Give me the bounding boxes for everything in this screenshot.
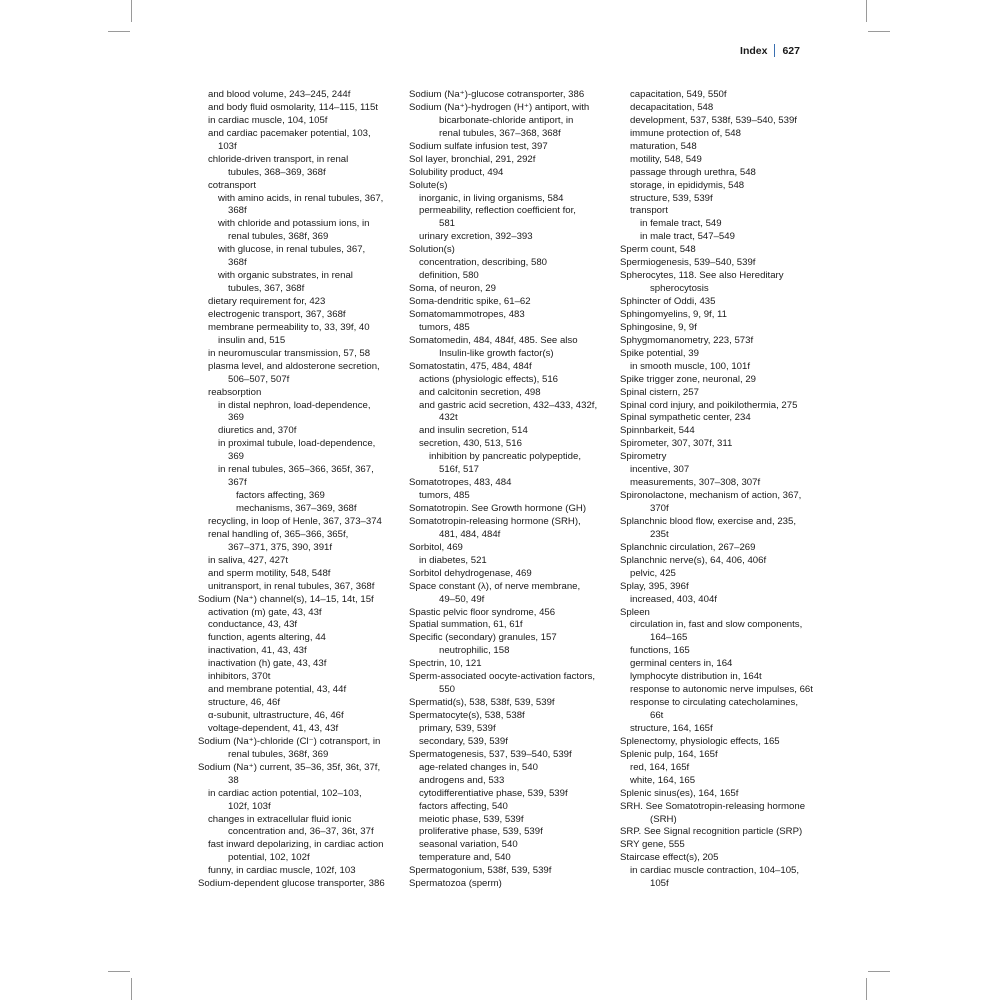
index-subentry: renal tubules, 367–368, 368f <box>439 127 561 139</box>
index-entry: Sodium sulfate infusion test, 397 <box>409 140 548 152</box>
index-column-2 <box>409 89 609 891</box>
index-entry: Spinal cistern, 257 <box>620 386 699 398</box>
index-subentry: inhibition by pancreatic polypeptide, <box>429 451 582 463</box>
index-subentry: bicarbonate-chloride antiport, in <box>439 114 574 126</box>
crop-mark-top-right <box>866 0 867 22</box>
index-subentry: changes in extracellular fluid ionic <box>208 813 352 825</box>
index-subentry: structure, 164, 165f <box>630 722 713 734</box>
index-entry: Space constant (λ), of nerve membrane, <box>409 580 581 592</box>
index-subentry: inhibitors, 370t <box>208 671 271 683</box>
index-entry: Splenic sinus(es), 164, 165f <box>620 787 739 799</box>
index-entry: Spirometer, 307, 307f, 311 <box>620 438 733 450</box>
index-entry: Spleen <box>620 606 650 618</box>
index-entry: Sorbitol, 469 <box>409 541 463 553</box>
index-subentry: response to autonomic nerve impulses, 66t <box>630 684 813 696</box>
index-subentry: seasonal variation, 540 <box>419 839 518 851</box>
index-subentry: 164–165 <box>650 632 688 644</box>
index-subentry: cytodifferentiative phase, 539, 539f <box>419 787 568 799</box>
index-subentry: functions, 165 <box>630 645 690 657</box>
index-entry: Solubility product, 494 <box>409 166 504 178</box>
index-entry: Soma-dendritic spike, 61–62 <box>409 296 531 307</box>
index-subentry: and blood volume, 243–245, 244f <box>208 89 351 100</box>
index-subentry: 550 <box>439 684 456 696</box>
index-subentry: age-related changes in, 540 <box>419 761 538 773</box>
index-subentry: renal handling of, 365–366, 365f, <box>208 528 349 540</box>
running-header <box>740 44 800 57</box>
index-entry: Sodium (Na⁺) channel(s), 14–15, 14t, 15f <box>198 593 374 605</box>
index-subentry: measurements, 307–308, 307f <box>630 477 761 489</box>
index-subentry: 506–507, 507f <box>228 373 290 385</box>
index-entry: Sorbitol dehydrogenase, 469 <box>409 567 532 579</box>
index-entry: SRH. See Somatotropin-releasing hormone <box>620 800 806 812</box>
index-entry: Splenic pulp, 164, 165f <box>620 748 718 760</box>
index-subentry: inactivation, 41, 43, 43f <box>208 645 307 657</box>
index-entry: Sphingosine, 9, 9f <box>620 321 697 333</box>
crop-mark-right-lower <box>868 971 890 972</box>
index-subentry: function, agents altering, 44 <box>208 632 326 644</box>
index-subentry: spherocytosis <box>650 283 709 295</box>
index-subentry: temperature and, 540 <box>419 852 511 864</box>
index-entry: Spermatid(s), 538, 538f, 539, 539f <box>409 697 555 709</box>
index-entry: Sol layer, bronchial, 291, 292f <box>409 153 536 165</box>
index-subentry: diuretics and, 370f <box>218 425 297 437</box>
index-subentry: maturation, 548 <box>630 140 697 152</box>
index-subentry: lymphocyte distribution in, 164t <box>630 671 762 683</box>
index-subentry: decapacitation, 548 <box>630 101 714 113</box>
header-divider <box>774 44 775 57</box>
index-entry: Sperm-associated oocyte-activation factors, <box>409 671 596 683</box>
index-subentry: in female tract, 549 <box>640 218 722 230</box>
index-subentry: passage through urethra, 548 <box>630 166 756 178</box>
index-subentry: 368f <box>228 205 247 217</box>
index-subentry: tumors, 485 <box>419 490 470 502</box>
index-subentry: potential, 102, 102f <box>228 852 310 864</box>
index-subentry: 367–371, 375, 390, 391f <box>228 541 333 553</box>
index-entry: Sphygmomanometry, 223, 573f <box>620 334 754 346</box>
index-subentry: in distal nephron, load-dependence, <box>218 399 371 411</box>
index-subentry: tubules, 368–369, 368f <box>228 166 326 178</box>
index-subentry: 38 <box>228 774 239 786</box>
index-entry: Spatial summation, 61, 61f <box>409 619 523 631</box>
index-entry: Solute(s) <box>409 179 448 191</box>
index-entry: Sphincter of Oddi, 435 <box>620 296 716 307</box>
index-entry: Somatotropin-releasing hormone (SRH), <box>409 515 581 527</box>
index-entry: Spermatogenesis, 537, 539–540, 539f <box>409 748 572 760</box>
index-subentry: 369 <box>228 451 245 463</box>
index-subentry: factors affecting, 540 <box>419 800 508 812</box>
index-subentry: development, 537, 538f, 539–540, 539f <box>630 114 797 126</box>
index-subentry: voltage-dependent, 41, 43, 43f <box>208 722 339 734</box>
index-subentry: cotransport <box>208 179 256 191</box>
index-entry: Sodium (Na⁺)-hydrogen (H⁺) antiport, with <box>409 101 590 113</box>
index-subentry: 432t <box>439 412 458 424</box>
index-subentry: 103f <box>218 140 237 152</box>
index-subentry: (SRH) <box>650 813 677 825</box>
index-subentry: in cardiac muscle, 104, 105f <box>208 114 328 126</box>
index-subentry: conductance, 43, 43f <box>208 619 298 631</box>
index-subentry: inorganic, in living organisms, 584 <box>419 192 564 204</box>
index-subentry: 481, 484, 484f <box>439 528 501 540</box>
crop-mark-top-left <box>131 0 132 22</box>
index-entry: Somatomammotropes, 483 <box>409 308 525 320</box>
index-subentry: chloride-driven transport, in renal <box>208 153 349 165</box>
crop-mark-right-upper <box>868 31 890 32</box>
index-subentry: germinal centers in, 164 <box>630 658 733 670</box>
index-column-3 <box>620 89 820 891</box>
index-entry: Somatomedin, 484, 484f, 485. See also <box>409 334 578 346</box>
index-subentry: increased, 403, 404f <box>630 593 717 605</box>
index-entry: Splenectomy, physiologic effects, 165 <box>620 735 780 747</box>
index-subentry: tubules, 367, 368f <box>228 283 305 295</box>
index-subentry: 581 <box>439 218 456 230</box>
index-subentry: funny, in cardiac muscle, 102f, 103 <box>208 865 356 877</box>
index-entry: Spectrin, 10, 121 <box>409 658 482 670</box>
index-entry: Sphingomyelins, 9, 9f, 11 <box>620 308 728 320</box>
crop-mark-bottom-right <box>866 978 867 1000</box>
index-subentry: structure, 46, 46f <box>208 697 280 709</box>
index-entry: Spermatocyte(s), 538, 538f <box>409 710 525 721</box>
index-subentry: in neuromuscular transmission, 57, 58 <box>208 347 371 359</box>
index-subentry: in smooth muscle, 100, 101f <box>630 360 750 372</box>
index-column-1 <box>198 89 398 891</box>
crop-mark-left-lower <box>108 971 130 972</box>
index-subentry: in cardiac action potential, 102–103, <box>208 787 362 799</box>
index-subentry: primary, 539, 539f <box>419 722 496 734</box>
index-subentry: in saliva, 427, 427t <box>208 554 289 566</box>
index-subentry: 369 <box>228 412 245 424</box>
index-entry: Sodium (Na⁺) current, 35–36, 35f, 36t, 37f, <box>198 761 381 773</box>
index-entry: Spherocytes, 118. See also Hereditary <box>620 270 784 282</box>
index-entry: Spirometry <box>620 451 667 463</box>
index-subentry: secretion, 430, 513, 516 <box>419 438 522 450</box>
index-entry: SRP. See Signal recognition particle (SRP) <box>620 826 803 838</box>
index-entry: Spermiogenesis, 539–540, 539f <box>620 257 756 269</box>
index-subentry: actions (physiologic effects), 516 <box>419 373 559 385</box>
index-subentry: 235t <box>650 528 669 540</box>
index-subentry: and cardiac pacemaker potential, 103, <box>208 127 371 139</box>
index-subentry: response to circulating catecholamines, <box>630 697 798 709</box>
index-subentry: immune protection of, 548 <box>630 127 741 139</box>
index-subentry: factors affecting, 369 <box>236 490 325 502</box>
index-entry: Staircase effect(s), 205 <box>620 852 719 864</box>
section-title: Index <box>740 44 768 57</box>
index-subentry: dietary requirement for, 423 <box>208 296 326 307</box>
index-entry: SRY gene, 555 <box>620 839 685 851</box>
index-entry: Solution(s) <box>409 244 455 256</box>
index-subentry: secondary, 539, 539f <box>419 735 508 747</box>
index-subentry: recycling, in loop of Henle, 367, 373–374 <box>208 515 382 527</box>
index-subentry: in proximal tubule, load-dependence, <box>218 438 376 450</box>
index-subentry: activation (m) gate, 43, 43f <box>208 606 322 618</box>
index-subentry: 66t <box>650 710 664 721</box>
index-entry: Sodium-dependent glucose transporter, 386 <box>198 878 385 890</box>
index-subentry: 102f, 103f <box>228 800 271 812</box>
index-subentry: meiotic phase, 539, 539f <box>419 813 524 825</box>
index-entry: Spastic pelvic floor syndrome, 456 <box>409 606 556 618</box>
index-subentry: with organic substrates, in renal <box>218 270 353 282</box>
index-subentry: in diabetes, 521 <box>419 554 487 566</box>
index-entry: Spermatogonium, 538f, 539, 539f <box>409 865 552 877</box>
index-subentry: permeability, reflection coefficient for, <box>419 205 576 217</box>
index-subentry: electrogenic transport, 367, 368f <box>208 308 346 320</box>
index-subentry: reabsorption <box>208 386 262 398</box>
index-subentry: proliferative phase, 539, 539f <box>419 826 543 838</box>
index-subentry: pelvic, 425 <box>630 567 676 579</box>
index-entry: Spermatozoa (sperm) <box>409 878 502 890</box>
index-subentry: definition, 580 <box>419 270 479 282</box>
index-entry: Spinnbarkeit, 544 <box>620 425 695 437</box>
index-subentry: capacitation, 549, 550f <box>630 89 727 100</box>
index-subentry: fast inward depolarizing, in cardiac action <box>208 839 384 851</box>
index-subentry: in renal tubules, 365–366, 365f, 367, <box>218 464 374 476</box>
index-subentry: renal tubules, 368f, 369 <box>228 748 329 760</box>
index-entry: Splay, 395, 396f <box>620 580 689 592</box>
index-subentry: transport <box>630 205 668 217</box>
index-subentry: in cardiac muscle contraction, 104–105, <box>630 865 800 877</box>
index-subentry: androgens and, 533 <box>419 774 505 786</box>
index-subentry: 367f <box>228 477 247 489</box>
index-subentry: and insulin secretion, 514 <box>419 425 528 437</box>
index-entry: Sodium (Na⁺)-glucose cotransporter, 386 <box>409 89 585 100</box>
index-subentry: 368f <box>228 257 247 269</box>
index-entry: Spinal sympathetic center, 234 <box>620 412 751 424</box>
index-subentry: concentration and, 36–37, 36t, 37f <box>228 826 374 838</box>
index-subentry: insulin and, 515 <box>218 334 286 346</box>
index-subentry: urinary excretion, 392–393 <box>419 231 533 243</box>
index-entry: Spinal cord injury, and poikilothermia, 275 <box>620 399 798 411</box>
index-entry: Splanchnic blood flow, exercise and, 235, <box>620 515 796 527</box>
index-subentry: neutrophilic, 158 <box>439 645 510 657</box>
index-entry: Somatotropin. See Growth hormone (GH) <box>409 503 587 514</box>
index-subentry: incentive, 307 <box>630 464 690 476</box>
crop-mark-bottom-left <box>131 978 132 1000</box>
index-subentry: 370f <box>650 503 669 514</box>
index-subentry: with amino acids, in renal tubules, 367, <box>218 192 384 204</box>
index-subentry: motility, 548, 549 <box>630 153 702 165</box>
index-entry: Somatostatin, 475, 484, 484f <box>409 360 532 372</box>
index-subentry: and calcitonin secretion, 498 <box>419 386 541 398</box>
index-entry: Spike potential, 39 <box>620 347 699 359</box>
index-subentry: and membrane potential, 43, 44f <box>208 684 347 696</box>
index-subentry: 49–50, 49f <box>439 593 485 605</box>
index-subentry: circulation in, fast and slow components, <box>630 619 803 631</box>
index-subentry: structure, 539, 539f <box>630 192 713 204</box>
index-subentry: mechanisms, 367–369, 368f <box>236 503 357 514</box>
index-subentry: 516f, 517 <box>439 464 480 476</box>
index-entry: Spike trigger zone, neuronal, 29 <box>620 373 756 385</box>
index-entry: Splanchnic nerve(s), 64, 406, 406f <box>620 554 767 566</box>
index-subentry: unitransport, in renal tubules, 367, 368f <box>208 580 375 592</box>
index-subentry: inactivation (h) gate, 43, 43f <box>208 658 327 670</box>
index-subentry: concentration, describing, 580 <box>419 257 547 269</box>
index-subentry: membrane permeability to, 33, 39f, 40 <box>208 321 370 333</box>
index-subentry: with glucose, in renal tubules, 367, <box>218 244 366 256</box>
index-subentry: and gastric acid secretion, 432–433, 432f, <box>419 399 598 411</box>
index-entry: Splanchnic circulation, 267–269 <box>620 541 756 553</box>
index-subentry: storage, in epididymis, 548 <box>630 179 745 191</box>
crop-mark-left-upper <box>108 31 130 32</box>
index-subentry: in male tract, 547–549 <box>640 231 735 243</box>
index-subentry: and body fluid osmolarity, 114–115, 115t <box>208 101 378 113</box>
index-subentry: renal tubules, 368f, 369 <box>228 231 329 243</box>
index-subentry: tumors, 485 <box>419 321 470 333</box>
index-entry: Soma, of neuron, 29 <box>409 283 496 295</box>
index-subentry: Insulin-like growth factor(s) <box>439 347 554 359</box>
index-entry: Somatotropes, 483, 484 <box>409 477 512 489</box>
index-entry: Spironolactone, mechanism of action, 367, <box>620 490 802 502</box>
page-number: 627 <box>782 44 800 57</box>
index-subentry: and sperm motility, 548, 548f <box>208 567 331 579</box>
index-entry: Sperm count, 548 <box>620 244 696 256</box>
index-subentry: with chloride and potassium ions, in <box>218 218 370 230</box>
index-subentry: white, 164, 165 <box>630 774 696 786</box>
index-subentry: α-subunit, ultrastructure, 46, 46f <box>208 710 344 721</box>
index-subentry: plasma level, and aldosterone secretion, <box>208 360 380 372</box>
index-entry: Sodium (Na⁺)-chloride (Cl⁻) cotransport, in <box>198 735 381 747</box>
index-subentry: 105f <box>650 878 669 890</box>
index-subentry: red, 164, 165f <box>630 761 690 773</box>
index-entry: Specific (secondary) granules, 157 <box>409 632 557 644</box>
